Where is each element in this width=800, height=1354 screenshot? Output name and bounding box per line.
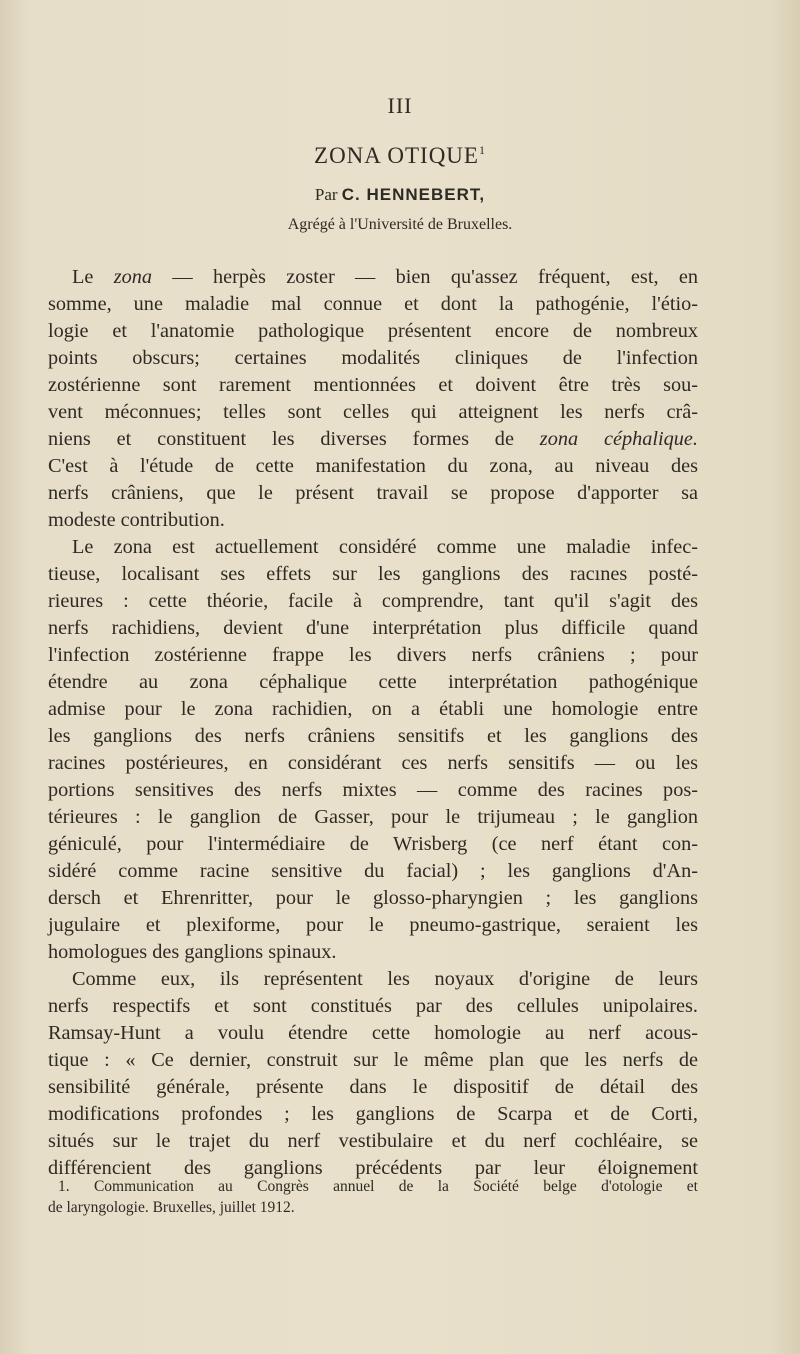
text-line: sensibilité générale, présente dans le dispositif de détail des [48,1076,698,1098]
article-body [48,264,698,1182]
text-line: portions sensitives des nerfs mixtes — comme des racines pos- [48,779,698,801]
title-footnote-mark: 1 [478,143,486,157]
text-line: sidéré comme racine sensitive du facial) ; les ganglions d'An- [48,860,698,882]
author-affiliation: Agrégé à l'Université de Bruxelles. [287,216,513,233]
text-line: Le zona est actuellement considéré comme une maladie infec- [72,536,698,558]
text-line: homologues des ganglions spinaux. [48,941,337,963]
text-line: somme, une maladie mal connue et dont la pathogénie, l'étio- [48,293,698,315]
text-line: racines postérieures, en considérant ces nerfs sensitifs — ou les [48,752,698,774]
text-line: points obscurs; certaines modalités cliniques de l'infection [48,347,698,369]
text-line: niens et constituent les diverses formes de zona céphalique. [48,428,699,450]
text-line: modeste contribution. [48,509,225,531]
author-line: Par C. HENNEBERT, [314,185,486,204]
text-line: tieuse, localisant ses effets sur les ganglions des racınes posté- [48,563,698,585]
text-line: tique : « Ce dernier, construit sur le même plan que les nerfs de [48,1049,698,1071]
text-line: dersch et Ehrenritter, pour le glosso-pharyngien ; les ganglions [48,887,698,909]
text-line: différencient des ganglions précédents par leur éloignement [48,1157,698,1179]
text-line: géniculé, pour l'intermédiaire de Wrisberg (ce nerf étant con- [48,833,698,855]
text-line: térieures : le ganglion de Gasser, pour le trijumeau ; le ganglion [48,806,698,828]
text-line: Ramsay-Hunt a voulu étendre cette homologie au nerf acous- [48,1022,698,1044]
text-line: C'est à l'étude de cette manifestation du zona, au niveau des [48,455,698,477]
footnote [48,1176,698,1218]
text-line: Le zona — herpès zoster — bien qu'assez fréquent, est, en [72,266,699,288]
chapter-number: III [387,93,413,118]
footnote-line: 1. Communication au Congrès annuel de la Société belge d'otologie et [58,1178,698,1195]
text-line: logie et l'anatomie pathologique présentent encore de nombreux [48,320,698,342]
text-line: modifications profondes ; les ganglions de Scarpa et de Corti, [48,1103,698,1125]
text-line: nerfs rachidiens, devient d'une interprétation plus difficile quand [48,617,698,639]
footnote-line: de laryngologie. Bruxelles, juillet 1912. [48,1199,295,1216]
text-line: jugulaire et plexiforme, pour le pneumo-gastrique, seraient les [48,914,698,936]
text-line: Comme eux, ils représentent les noyaux d'origine de leurs [72,968,698,990]
text-line: vent méconnues; telles sont celles qui atteignent les nerfs crâ- [48,401,698,423]
text-line: l'infection zostérienne frappe les divers nerfs crâniens ; pour [48,644,698,666]
text-line: nerfs crâniens, que le présent travail se propose d'apporter sa [48,482,698,504]
text-line: situés sur le trajet du nerf vestibulaire et du nerf cochléaire, se [48,1130,698,1152]
text-line: les ganglions des nerfs crâniens sensitifs et les ganglions des [48,725,698,747]
text-line: étendre au zona céphalique cette interprétation pathogénique [48,671,698,693]
author-name: C. HENNEBERT, [341,185,486,204]
text-line: rieures : cette théorie, facile à comprendre, tant qu'il s'agit des [48,590,698,612]
text-line: nerfs respectifs et sont constitués par des cellules unipolaires. [48,995,698,1017]
text-line: zostérienne sont rarement mentionnées et doivent être très sou- [48,374,698,396]
text-line: admise pour le zona rachidien, on a établi une homologie entre [48,698,698,720]
article-title: ZONA OTIQUE$^1$ [314,143,486,168]
